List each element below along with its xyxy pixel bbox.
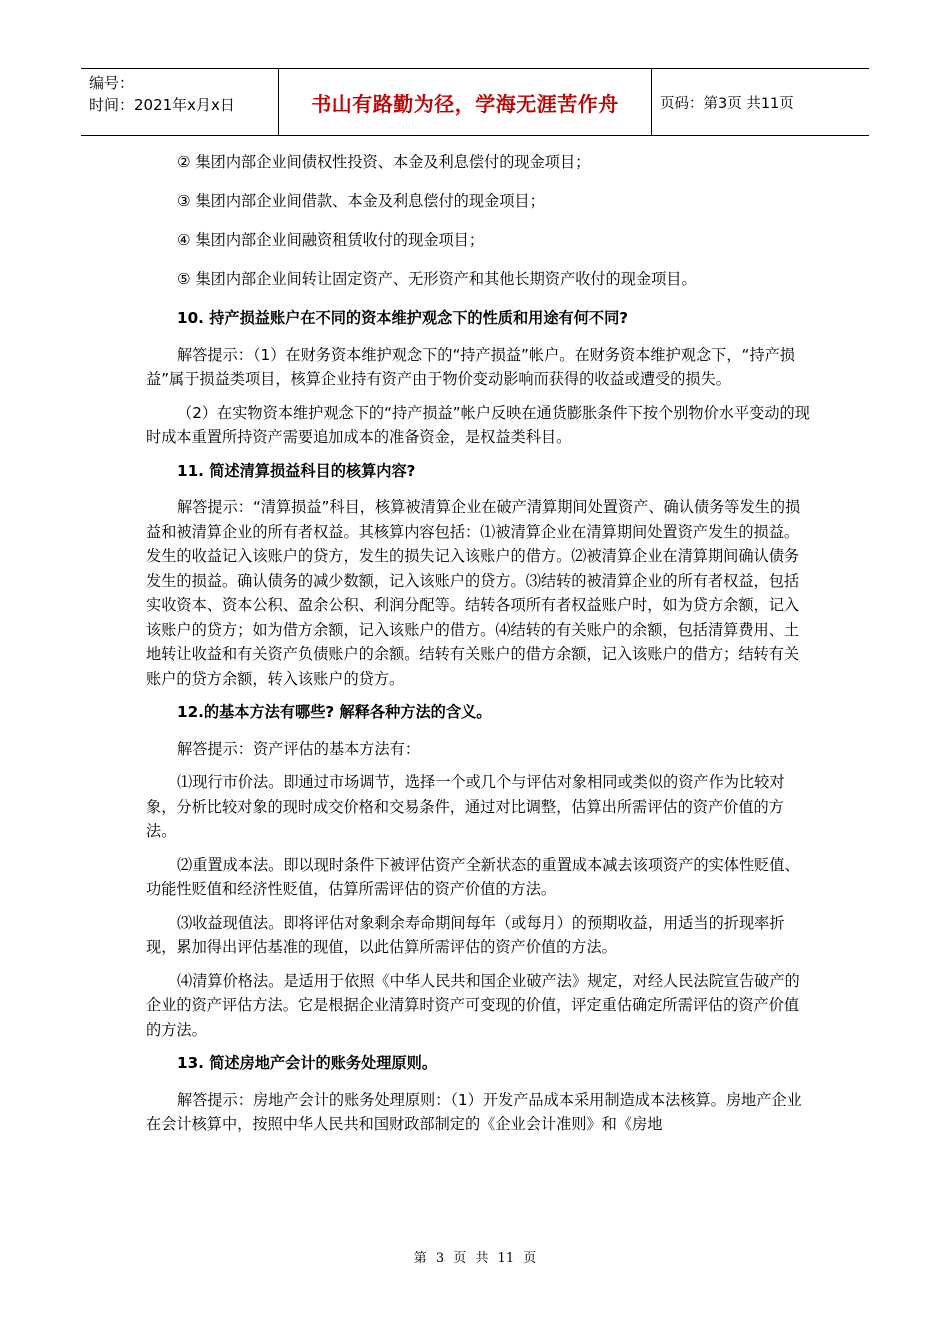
document-time-label: 时间：2021年x月x日 <box>89 96 235 114</box>
list-item: ④ 集团内部企业间融资租赁收付的现金项目； <box>177 231 485 249</box>
page-header <box>81 68 869 136</box>
answer-paragraph: （2）在实物资本维护观念下的“持产损益”帐户反映在通货膨胀条件下按个别物价水平变动的现时成本重置所持资产需要追加成本的准备资金，是权益类科目。 <box>146 403 810 446</box>
document-body <box>146 150 810 1146</box>
header-motto: 书山有路勤为径，学海无涯苦作舟 <box>278 69 652 135</box>
header-meta <box>81 69 278 135</box>
document-number-label: 编号： <box>89 74 135 92</box>
method-paragraph: ⑴现行市价法。即通过市场调节，选择一个或几个与评估对象相同或类似的资产作为比较对象，分析比较对象的现时成交价格和交易条件，通过对比调整，估算出所需评估的资产价值的方法。 <box>146 773 785 840</box>
question-heading-11: 11. 简述清算损益科目的核算内容? <box>177 461 416 480</box>
question-heading-13: 13. 简述房地产会计的账务处理原则。 <box>177 1054 438 1072</box>
answer-paragraph: 解答提示：房地产会计的账务处理原则：（1）开发产品成本采用制造成本法核算。房地产企业在会计核算中，按照中华人民共和国财政部制定的《企业会计准则》和《房地 <box>146 1090 802 1133</box>
question-heading-10: 10. 持产损益账户在不同的资本维护观念下的性质和用途有何不同? <box>177 309 629 327</box>
question-heading-12: 12.的基本方法有哪些? 解释各种方法的含义。 <box>177 703 492 721</box>
answer-paragraph: 解答提示：“清算损益”科目，核算被清算企业在破产清算期间处置资产、确认债务等发生的损益和被清算企业的所有者权益。其核算内容包括：⑴被清算企业在清算期间处置资产发生的损益。发生的收益记入该账户的贷方，发生的损失记入该账户的借方。⑵被清算企业在清算期间确认债务发生的损益。确认债务的减少数额，记入该账户的贷方。⑶结转的被清算企业的所有者权益，包括实收资本、资本公积、盈余公积、利润分配等。结转各项所有者权益账户时，如为贷方余额，记入该账户的贷方；如为借方余额，记入该账户的借方。⑷结转的有关账户的余额，包括清算费用、土地转让收益和有关资产负债账户的余额。结转有关账户的借方余额，记入该账户的借方；结转有关账户的贷方余额，转入该账户的贷方。 <box>146 498 801 688</box>
method-paragraph: ⑶收益现值法。即将评估对象剩余寿命期间每年（或每月）的预期收益，用适当的折现率折现，累加得出评估基准的现值，以此估算所需评估的资产价值的方法。 <box>146 913 785 956</box>
header-page-info: 页码：第3页 共11页 <box>660 95 794 112</box>
list-item: ⑤ 集团内部企业间转让固定资产、无形资产和其他长期资产收付的现金项目。 <box>177 270 697 288</box>
list-item: ③ 集团内部企业间借款、本金及利息偿付的现金项目； <box>177 192 545 210</box>
answer-paragraph: 解答提示：资产评估的基本方法有： <box>177 739 420 758</box>
method-paragraph: ⑷清算价格法。是适用于依照《中华人民共和国企业破产法》规定，对经人民法院宣告破产的企业的资产评估方法。它是根据企业清算时资产可变现的价值，评定重估确定所需评估的资产价值的方法。 <box>146 971 800 1039</box>
list-item: ② 集团内部企业间债权性投资、本金及利息偿付的现金项目； <box>177 153 591 171</box>
answer-paragraph: 解答提示：（1）在财务资本维护观念下的“持产损益”帐户。在财务资本维护观念下，“持产损益”属于损益类项目，核算企业持有资产由于物价变动影响而获得的收益或遭受的损失。 <box>146 345 795 388</box>
page-footer: 第 3 页 共 11 页 <box>413 1251 537 1266</box>
method-paragraph: ⑵重置成本法。即以现时条件下被评估资产全新状态的重置成本减去该项资产的实体性贬值、功能性贬值和经济性贬值，估算所需评估的资产价值的方法。 <box>146 855 800 898</box>
